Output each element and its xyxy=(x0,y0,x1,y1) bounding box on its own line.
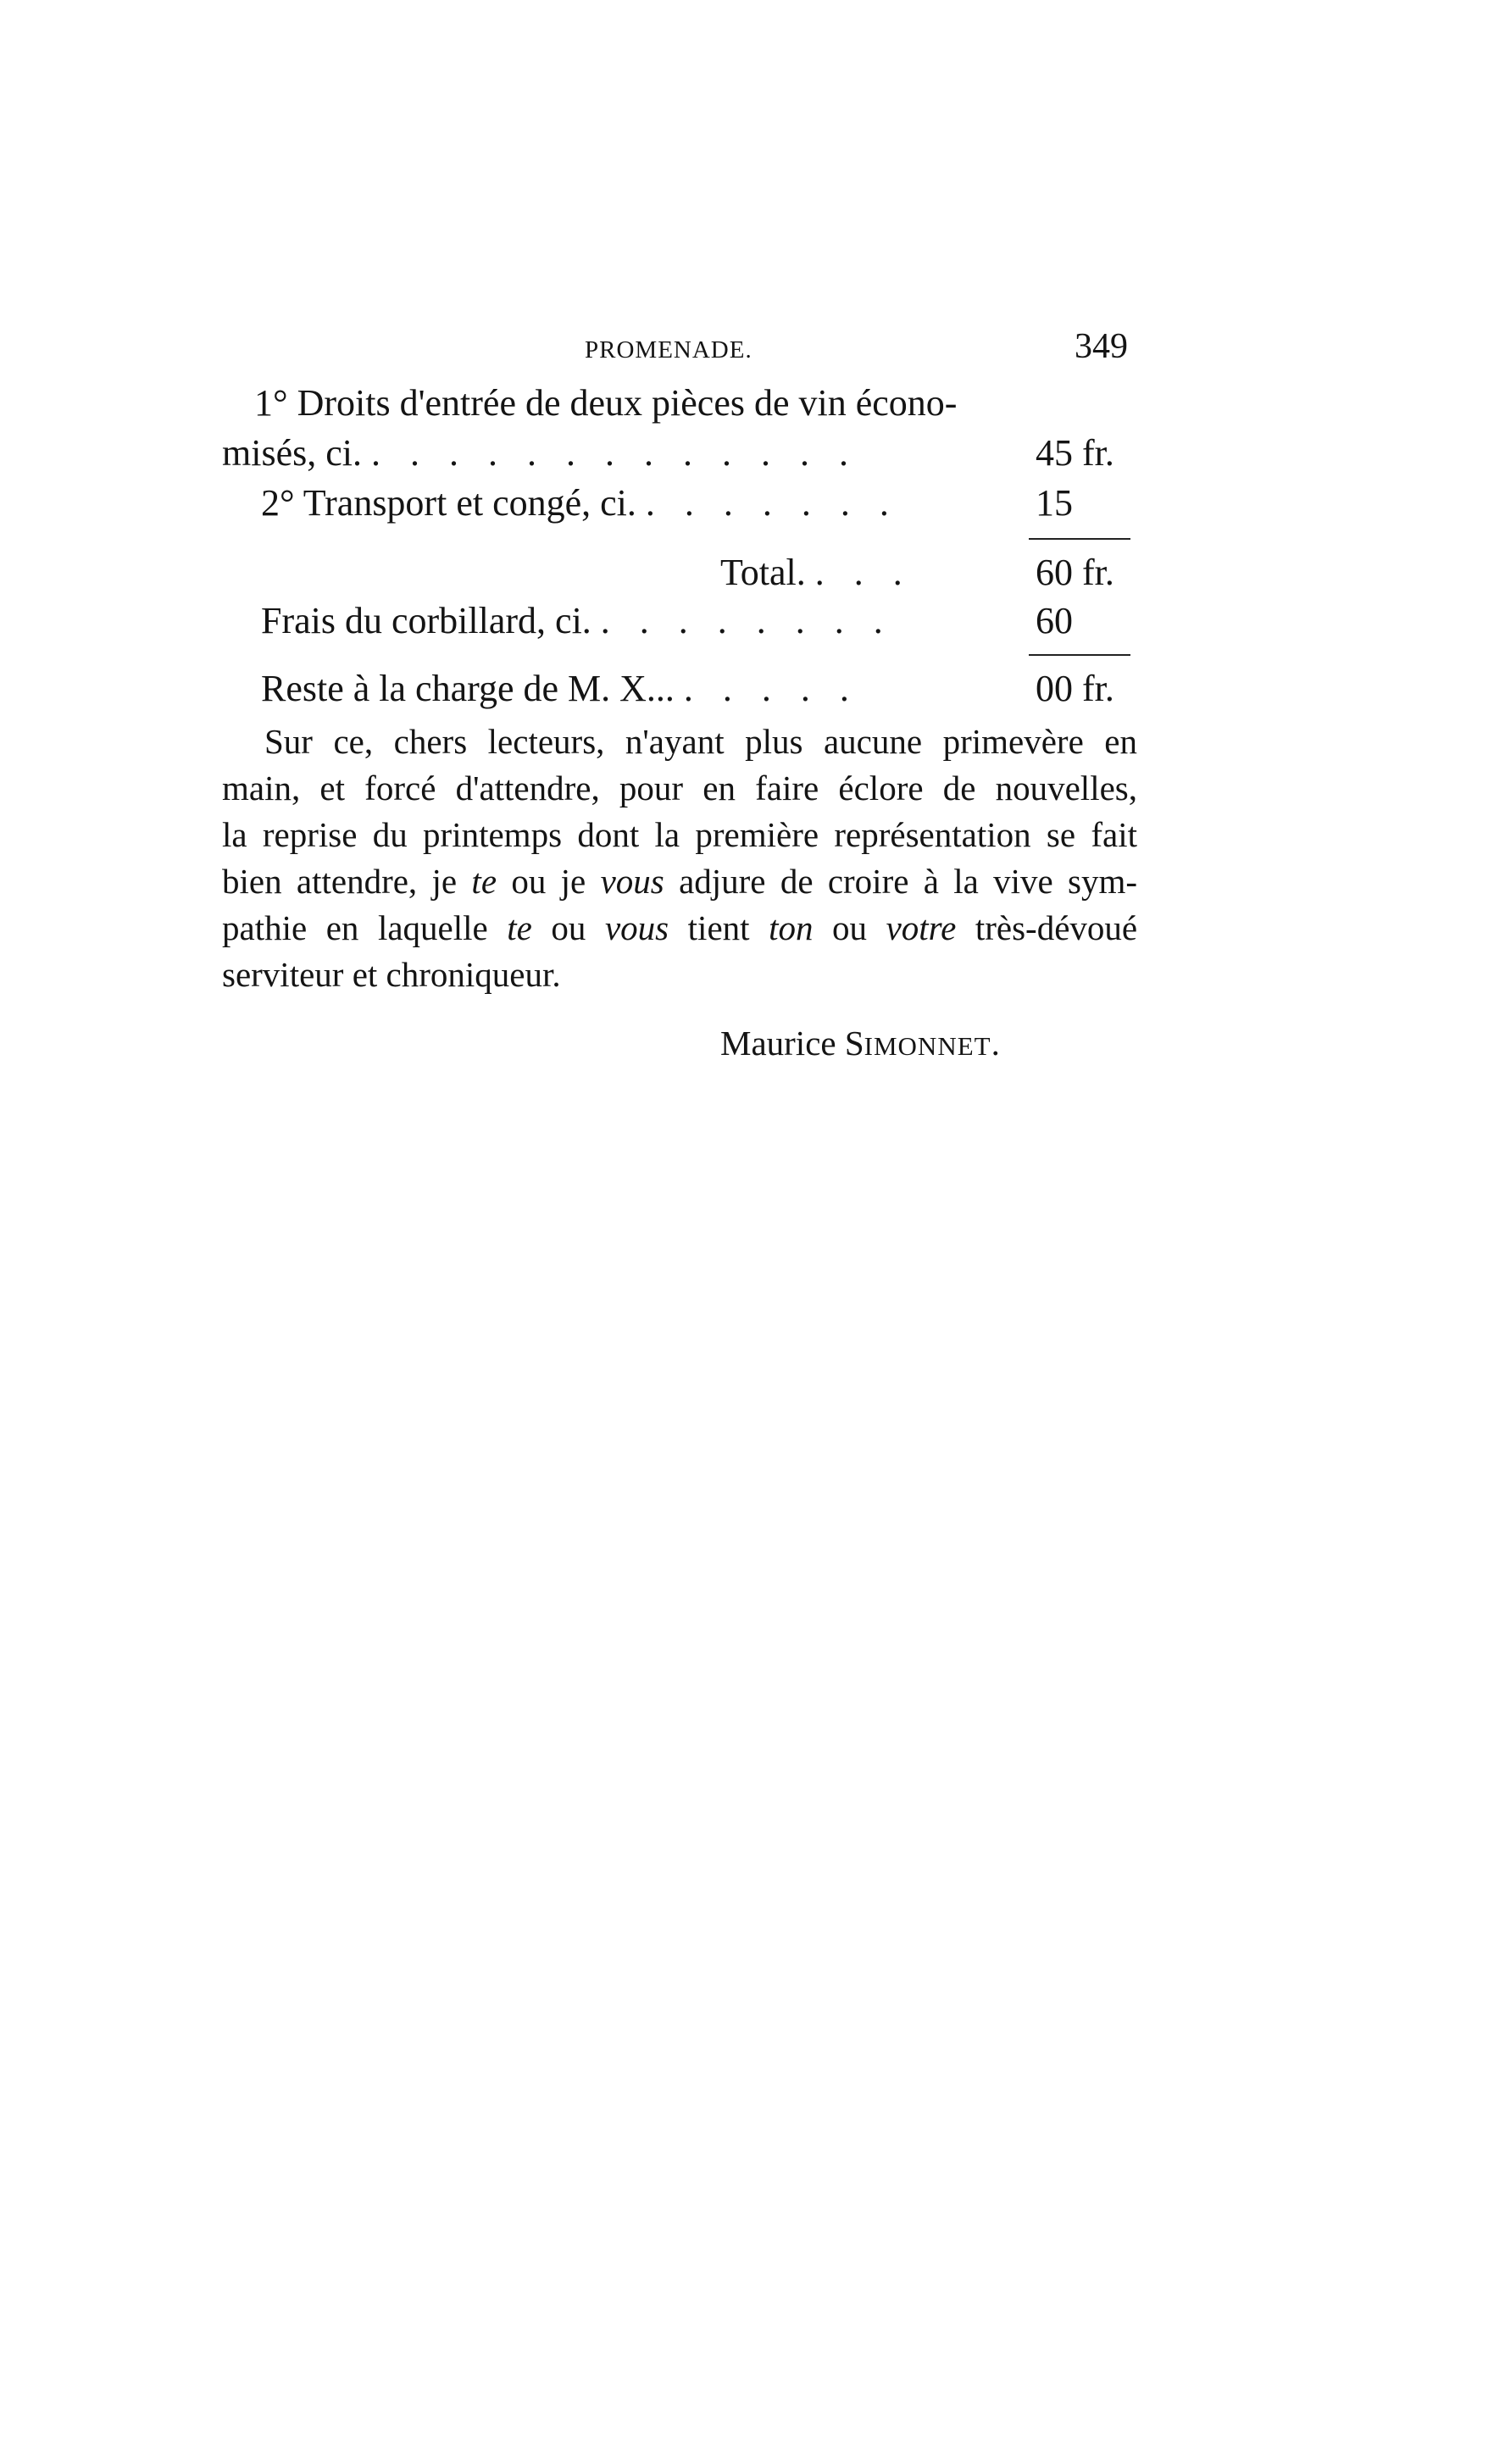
signature-surname-initial: S xyxy=(844,1024,864,1063)
line5-part4: ou xyxy=(832,908,868,947)
ledger-item2 xyxy=(261,480,899,527)
paragraph-line-3: la reprise du printemps dont la première représentation se fait xyxy=(222,815,1137,854)
paragraph-line-5 xyxy=(222,905,1137,952)
line4-em-te: te xyxy=(471,862,497,901)
signature-first-name: Maurice xyxy=(720,1024,836,1063)
ledger-item1-amount: 45 fr. xyxy=(1036,432,1114,474)
ledger-item1-dots: . . . . . . . . . . . . . xyxy=(370,432,858,474)
signature-surname-rest: IMONNET xyxy=(864,1031,991,1061)
ledger-remainder-label: Reste à la charge de M. X... xyxy=(261,668,675,709)
paragraph-line-4 xyxy=(222,858,1137,905)
ledger-remainder xyxy=(261,665,859,713)
running-header: PROMENADE. xyxy=(585,336,752,363)
ledger-hearse xyxy=(261,597,893,645)
ledger-item1-line1: 1° Droits d'entrée de deux pièces de vin écono- xyxy=(254,382,958,424)
remainder-rule xyxy=(1029,654,1130,656)
line5-em-vous: vous xyxy=(604,908,669,947)
ledger-remainder-amount: 00 fr. xyxy=(1036,668,1114,709)
line4-part1: bien attendre, je xyxy=(222,862,458,901)
line5-part2: ou xyxy=(551,908,586,947)
ledger-total-dots: . . . xyxy=(814,552,913,593)
line5-em-ton: ton xyxy=(769,908,814,947)
ledger-hearse-amount: 60 xyxy=(1036,600,1073,641)
line5-part3: tient xyxy=(687,908,750,947)
ledger-item1-line2 xyxy=(222,430,858,477)
ledger-item2-amount: 15 xyxy=(1036,482,1073,524)
paragraph-line-1: Sur ce, chers lecteurs, n'ayant plus aucune primevère en xyxy=(264,722,1137,761)
line4-part3: adjure de croire à la vive sym- xyxy=(679,862,1138,901)
paragraph-line-2 xyxy=(222,765,1137,812)
subtotal-rule xyxy=(1029,538,1130,540)
paragraph-line-6: serviteur et chroniqueur. xyxy=(222,955,561,994)
ledger-hearse-label: Frais du corbillard, ci. xyxy=(261,600,591,641)
ledger-total-label: Total. xyxy=(720,552,806,593)
ledger-item2-label: 2° Transport et congé, ci. xyxy=(261,482,636,524)
paragraph-line-2-text: main, et forcé d'attendre, pour en faire éclore de nouvelles, xyxy=(222,769,1137,807)
line4-part2: ou je xyxy=(511,862,586,901)
signature-period: . xyxy=(991,1024,1000,1063)
line5-em-te: te xyxy=(507,908,532,947)
ledger-hearse-dots: . . . . . . . . xyxy=(600,600,893,641)
ledger-remainder-dots: . . . . . xyxy=(683,668,859,709)
line4-em-vous: vous xyxy=(600,862,664,901)
ledger-item1-label: misés, ci. xyxy=(222,432,362,474)
page-number: 349 xyxy=(1075,327,1128,366)
ledger-total-amount: 60 fr. xyxy=(1036,552,1114,593)
ledger-total xyxy=(720,549,913,597)
ledger-item2-dots: . . . . . . . xyxy=(645,482,899,524)
line5-em-votre: votre xyxy=(886,908,957,947)
line5-part5: très-dévoué xyxy=(975,908,1138,947)
closing-paragraph xyxy=(222,719,1137,998)
line5-part1: pathie en laquelle xyxy=(222,908,488,947)
author-signature xyxy=(720,1023,1000,1063)
